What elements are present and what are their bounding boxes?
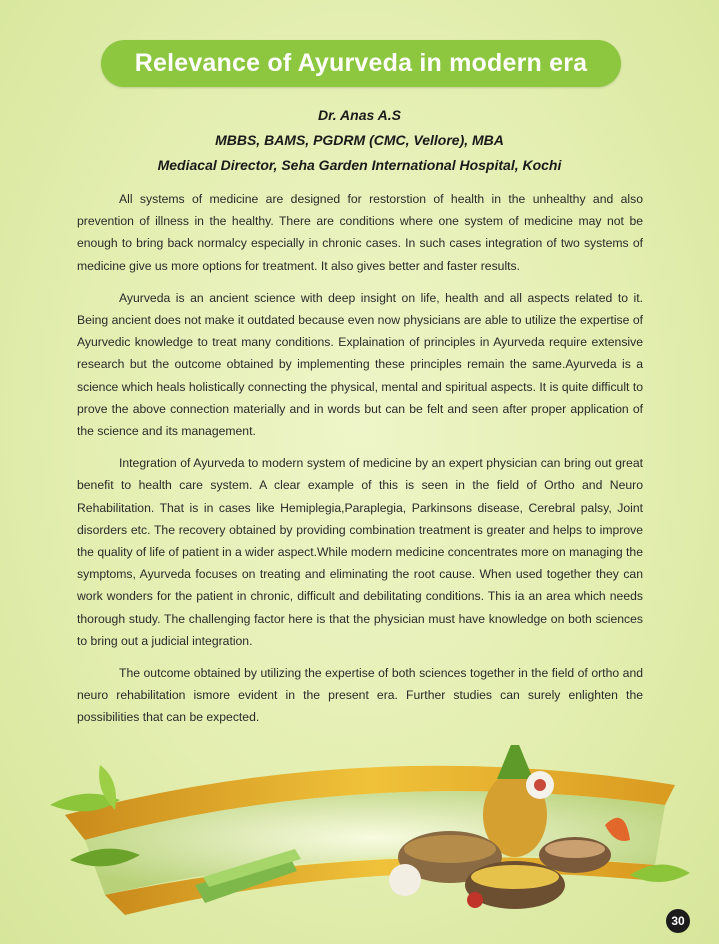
article-paragraph: Integration of Ayurveda to modern system of medicine by an expert physician can bring out great benefit to health care system. A clear example of this is seen in the field of Ortho and Neuro Rehabilitation. That is in cases like Hemiplegia,Paraplegia, Parkinsons disease, Cerebral palsy, Joint disorders etc. The recovery obtained by providing combination treatment is greater and helps to improve the quality of life of patient in a wider aspect.While modern medicine concentrates more on managing the symptoms, Ayurveda focuses on treating and eliminating the root cause. When used together they can work wonders for the patient in chronic, difficult and debilitating conditions. This ia an area which needs thorough study. The challenging factor here is that the physician must have knowledge on both sciences to bring out a judicial integration. — [77, 456, 643, 648]
article-title: Relevance of Ayurveda in modern era — [134, 49, 588, 77]
article-paragraph: Ayurveda is an ancient science with deep insight on life, health and all aspects related to it. Being ancient does not make it outdated because even now physicians are able to utilize the expertise of Ayurvedic knowledge to treat many conditions. Explaination of principles in Ayurveda require extensive research but the outcome obtained by implementing these principles remain the same.Ayurveda is a science which heals holistically connecting the physical, mental and spiritual aspects. It is quite difficult to prove the above connection materially and in words but can be felt and seen after proper application of the science and its management. — [77, 290, 643, 439]
author-name: Dr. Anas A.S — [318, 107, 401, 123]
herbs-spices-illustration — [45, 745, 695, 930]
title-banner — [101, 40, 621, 87]
article-paragraph: The outcome obtained by utilizing the expertise of both sciences together in the field of ortho and neuro rehabilitation ismore evident in the present era. Further studies can surely enlighten the possibilities that can be expected. — [77, 666, 643, 725]
author-block — [0, 103, 719, 178]
article-paragraph: All systems of medicine are designed for restorstion of health in the unhealthy and also prevention of illness in the healthy. There are conditions where one system of medicine may not be enough to bring back normalcy especially in chronic cases. In such cases integration of two systems of medicine give us more options for treatment. It also gives better and faster results. — [77, 192, 643, 273]
author-position: Mediacal Director, Seha Garden International Hospital, Kochi — [157, 157, 562, 173]
author-qualifications: MBBS, BAMS, PGDRM (CMC, Vellore), MBA — [215, 132, 504, 148]
article-body — [77, 188, 643, 739]
page-number: 30 — [666, 909, 690, 933]
